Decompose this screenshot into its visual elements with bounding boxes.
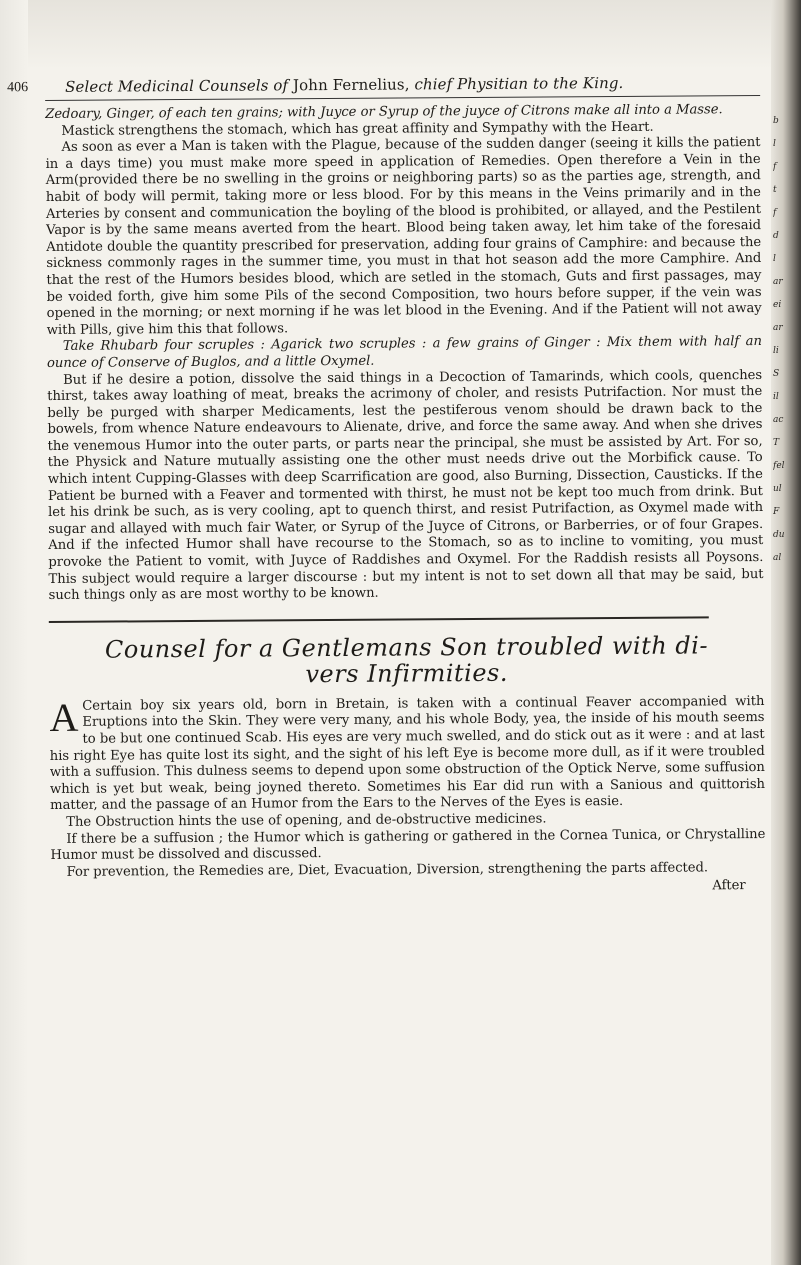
section-divider: [49, 616, 709, 623]
page-header: [7, 71, 760, 101]
section-title-line: vers Infirmities.: [305, 658, 509, 689]
recipe-paragraph: Zedoary, Ginger, of each ten grains; with Juyce or Syrup of the juyce of Citrons make all into a Masse.: [45, 102, 723, 122]
body-paragraph: For prevention, the Remedies are, Diet, Evacuation, Diversion, strengthening the parts affected.: [66, 860, 709, 880]
margin-fragment: ul: [773, 484, 782, 494]
body-paragraph: [49, 694, 765, 815]
margin-fragment: ar: [773, 323, 783, 333]
margin-fragment: f: [773, 208, 777, 218]
body-paragraph: But if he desire a potion, dissolve the said things in a Decoction of Tamarinds, which cools, quenches thirst, takes away loathing of meat, breaks the acrimony of choler, and resists Putrifaction. Nor must the belly be purged with sharper Medicaments, lest the pestiferous venom should be drawn back to the bowels, from whence Nature endeavours to Alienate, drive, and force the same away. And when she drives the venemous Humor into the outer parts, or parts near the principal, she must be assisted by Art. For so, the Physick and Nature mutually assisting one the other must needs drive out the Morbifick cause. To which intent Cupping-Glasses with deep Scarrification are good, also Burning, Dissection, Causticks. If the Patient be burned with a Feaver and tormented with thirst, he must not be kept too much from drink. But let his drink be such, as is very cooling, apt to quench thirst, and resist Putrifaction, as Oxymel made with sugar and allayed with much fair Water, or Syrup of the Juyce of Citrons, or Barberries, or of four Grapes. And if the infected Humor shall have recourse to the Stomach, so as to incline to vomiting, you must provoke the Patient to vomit, with Juyce of Raddishes and Oxymel. For the Raddish resists all Poysons. This subject would require a larger discourse : but my intent is not to set down all that may be said, but such things only as are most worthy to be known.: [47, 367, 764, 604]
facing-page-fragments: [773, 110, 795, 830]
section-text: [49, 694, 765, 900]
running-head-part: Select Medicinal Counsels of: [65, 76, 294, 96]
drop-cap: A: [49, 694, 79, 740]
margin-fragment: al: [773, 553, 782, 563]
body-paragraph: If there be a suffusion ; the Humor which is gathering or gathered in the Cornea Tunica, or Chrystalline Humor must be dissolved and discussed.: [50, 826, 766, 864]
section-title: [49, 632, 764, 689]
running-head-author: John Fernelius,: [292, 75, 415, 95]
recipe-paragraph: Take Rhubarb four scruples : Agarick two scruples : a few grains of Ginger : Mix them with half an ounce of Conserve of Buglos, and a little Oxymel.: [46, 334, 762, 371]
section-title-line: Counsel for a Gentlemans Son troubled with di-: [104, 631, 709, 664]
margin-fragment: b: [773, 116, 779, 126]
margin-fragment: ar: [773, 277, 783, 287]
scan-right-edge: [771, 0, 801, 1265]
margin-fragment: l: [773, 254, 776, 264]
margin-fragment: l: [773, 139, 776, 149]
margin-fragment: T: [773, 438, 780, 448]
margin-fragment: t: [773, 185, 777, 195]
margin-fragment: F: [773, 507, 780, 517]
margin-fragment: d: [773, 231, 779, 241]
margin-fragment: S: [773, 369, 780, 379]
margin-fragment: du: [773, 530, 785, 540]
scan-top-shade: [0, 0, 801, 70]
margin-fragment: li: [773, 346, 779, 356]
margin-fragment: f: [773, 162, 777, 172]
body-paragraph: The Obstruction hints the use of opening, and de-obstructive medicines.: [66, 811, 547, 830]
paragraph-text: Certain boy six years old, born in Bretain, is taken with a continual Feaver accompanied with Eruptions into the Skin. They were very many, and his whole Body, yea, the inside of his mouth seems to be but one continued Scab. His eyes are very much swelled, and do stick out as it were : and at last his right Eye has quite lost its sight, and the sight of his left Eye is become more dull, as if it were troubled with a suffusion. This dulness seems to depend upon some obstruction of the Optick Nerve, some suffusion which is yet but weak, being joyned thereto. Sometimes his Ear did run with a Sanious and quittorish matter, and the passage of an Humor from the Ears to the Nerves of the Eyes is easie.: [49, 693, 766, 814]
margin-fragment: ei: [773, 300, 782, 310]
book-page: [7, 71, 766, 900]
margin-fragment: ac: [773, 415, 784, 425]
body-paragraph: As soon as ever a Man is taken with the Plague, because of the sudden danger (seeing it kills the patient in a days time) you must make more speed in application of Remedies. Open therefore a Vein in the Arm(provided there be no swelling in the groins or neighboring parts) so as the parties age, strength, and habit of body will permit, taking more or less blood. For by this means in the Veins primarily and in the Arteries by consent and communication the boyling of the blood is prohibited, or allayed, and the Pestilent Vapor is by the same means averted from the heart. Blood being taken away, let him take of the foresaid Antidote double the quantity prescribed for preservation, adding four grains of Camphire: and because the sickness commonly rages in the summer time, you must in that hot season add the more Camphire. And that the rest of the Humors besides blood, which are setled in the stomach, Guts and first passages, may be voided forth, give him some Pils of the second Composition, two hours before supper, if the vein was opened in the morning; or next morning if he was let blood in the Evening. And if the Patient will not away with Pills, give him this that follows.: [45, 135, 762, 338]
scan-left-edge: [0, 0, 28, 1265]
page-number: 406: [7, 80, 29, 96]
margin-fragment: fel: [773, 461, 785, 471]
main-text: [45, 102, 763, 605]
body-paragraph: Mastick strengthens the stomach, which has great affinity and Sympathy with the Heart.: [61, 119, 654, 139]
running-head: [65, 74, 623, 96]
catchword: After: [712, 878, 746, 894]
margin-fragment: il: [773, 392, 779, 402]
running-head-part: chief Physitian to the King.: [414, 73, 624, 94]
